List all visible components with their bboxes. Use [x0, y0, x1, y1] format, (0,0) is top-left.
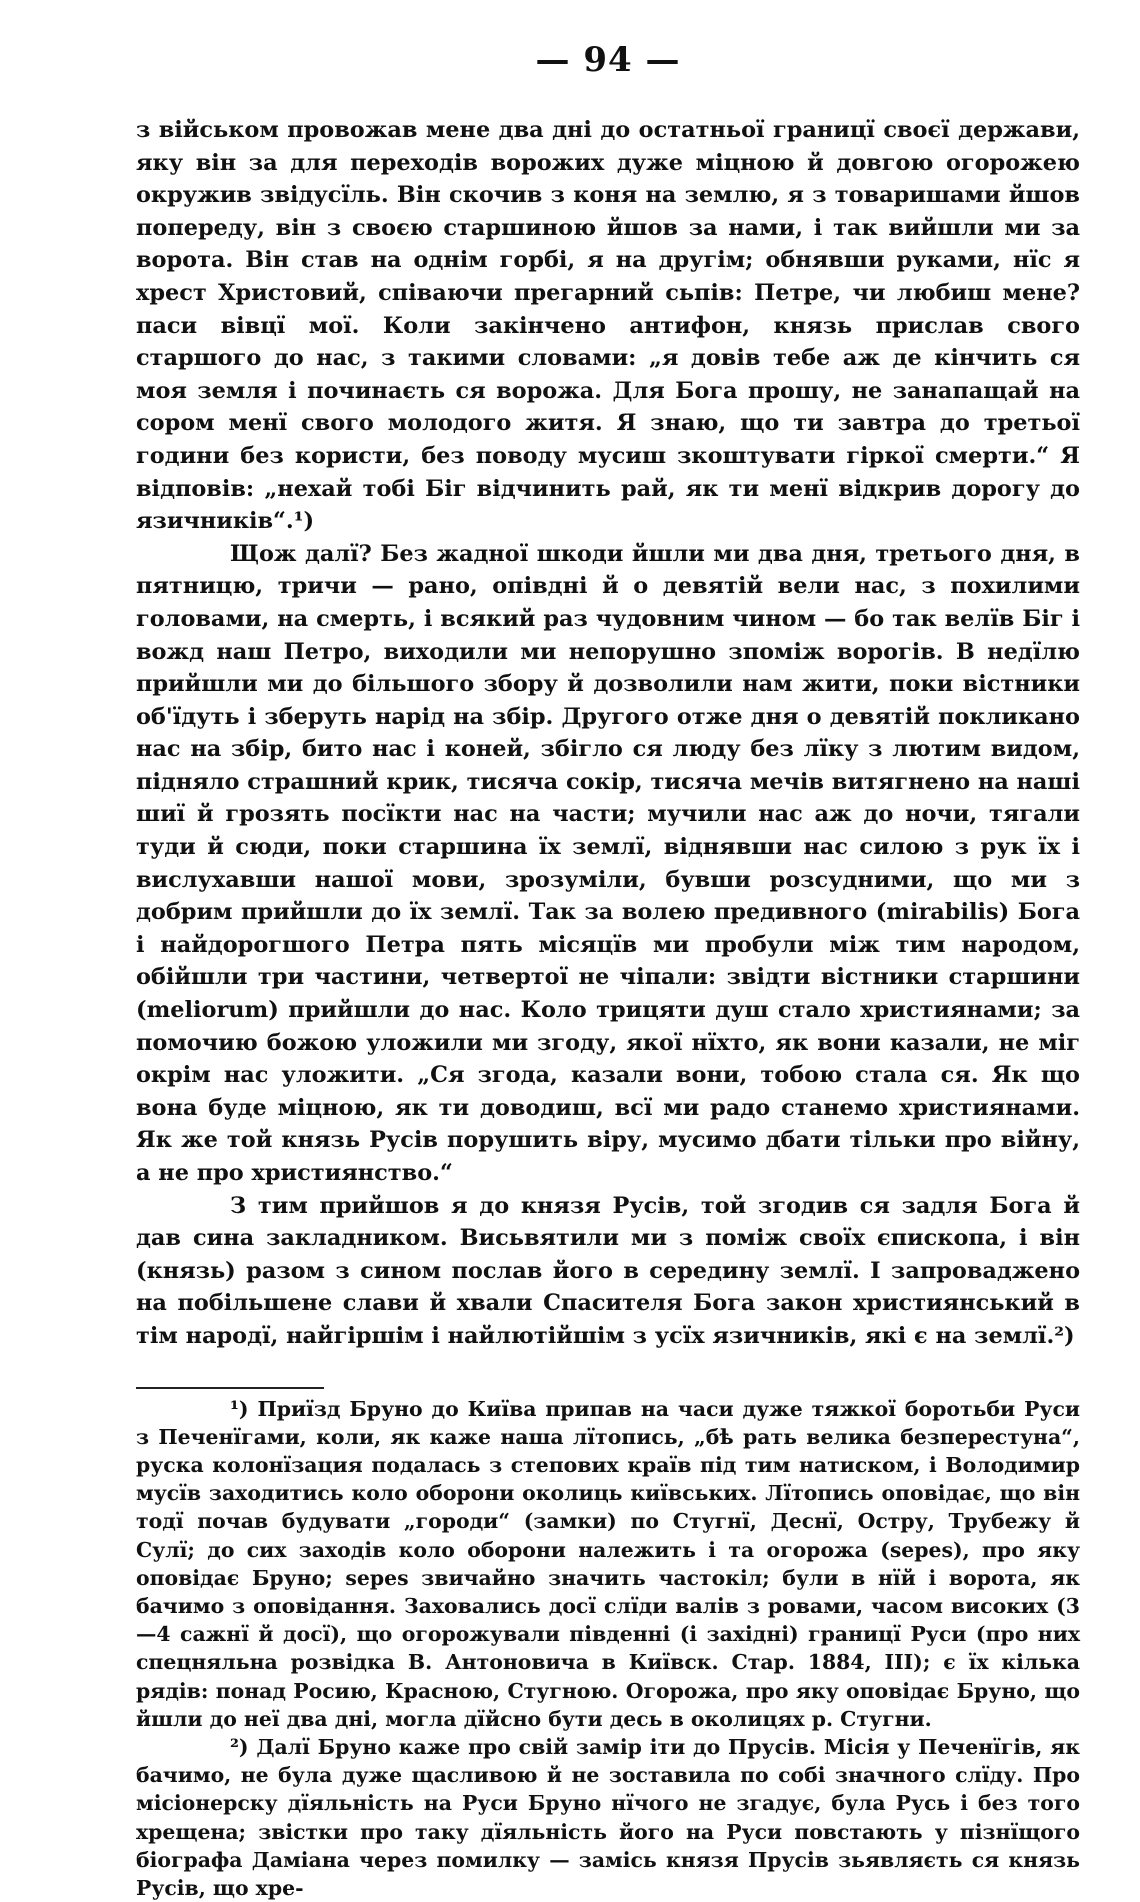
footnote-separator — [136, 1387, 324, 1389]
main-text — [136, 114, 1080, 1353]
paragraph: Щож далї? Без жадної шкоди йшли ми два дня, третього дня, в пятницю, тричи — рано, опівдні й о девятій вели нас, з похилими головами, на смерть, і всякий раз чудовним чином — бо так велїв Біг і вожд наш Петро, виходили ми непорушно зпоміж ворогів. В недїлю прийшли ми до більшого збору й дозволили нам жити, поки вістники об'їдуть і зберуть нарід на збір. Другого отже дня о девятій покликано нас на збір, бито нас і коней, збігло ся люду без лїку з лютим видом, підняло страшний крик, тисяча сокір, тисяча мечів витягнено на наші шиї й грозять посїкти нас на части; мучили нас аж до ночи, тягали туди й сюди, поки старшина їх землї, віднявши нас силою з рук їх і вислухавши нашої мови, зрозуміли, бувши розсудними, що ми з добрим прийшли до їх землї. Так за волею предивного (mirabilis) Бога і найдорогшого Петра пять місяцїв ми пробули між тим народом, обійшли три частини, четвертої не чіпали: звідти вістники старшини (meliorum) прийшли до нас. Коло трицяти душ стало християнами; за помочию божою уложили ми згоду, якої нїхто, як вони казали, не міг окрім нас уложити. „Ся згода, казали вони, тобою стала ся. Як що вона буде міцною, як ти доводиш, всї ми радо станемо християнами. Як же той князь Русів порушить віру, мусимо дбати тільки про війну, а не про християнство.“ — [136, 540, 1080, 1186]
paragraph: З тим прийшов я до князя Русів, той згодив ся задля Бога й дав сина закладником. Висьвятили ми з поміж своїх єпископа, і він (князь) разом з сином послав його в середину землї. І запроваджено на побільшене слави й хвали Спасителя Бога закон християнський в тім народї, найгіршім і найлютійшім з усїх язичників, які є на землї.²) — [136, 1192, 1080, 1349]
page-number: — 94 — — [535, 40, 681, 80]
document-page — [136, 40, 1080, 1902]
footnote: ²) Далї Бруно каже про свій замір іти до Прусів. Місія у Печенїгів, як бачимо, не була дуже щасливою й не зоставила по собі значного слїду. Про місіонерску дїяльність на Руси Бруно нїчого не згадує, була Русь і без того хрещена; звістки про таку дїяльність його на Руси повстають у пізнїщого біографа Даміана через помилку — замісь князя Прусів зьявляєть ся князь Русів, що хре- — [136, 1735, 1080, 1901]
footnotes — [136, 1395, 1080, 1902]
paragraph: з військом провожав мене два дні до остатньої границї своєї держави, яку він за для переходів ворожих дуже міцною й довгою огорожею окружив звідусїль. Він скочив з коня на землю, я з товаришами йшов попереду, він з своєю старшиною йшов за нами, і так вийшли ми за ворота. Він став на однім горбі, я на другім; обнявши руками, нїс я хрест Христовий, співаючи прегарний сьпів: Петре, чи любиш мене? паси вівцї мої. Коли закінчено антифон, князь прислав свого старшого до нас, з такими словами: „я довів тебе аж де кінчить ся моя земля і починаєть ся ворожа. Для Бога прошу, не занапащай на сором менї свого молодого житя. Я знаю, що ти завтра до третьої години без користи, без поводу мусиш зкоштувати гіркої смерти.“ Я відповів: „нехай тобі Біг відчинить рай, як ти менї відкрив дорогу до язичників“.¹) — [136, 117, 1080, 535]
footnote: ¹) Приїзд Бруно до Київа припав на часи дуже тяжкої боротьби Руси з Печенїгами, коли, як каже наша лїтопись, „бѣ рать велика безперестуна“, руска колонїзация подалась з степових країв під тим натиском, і Володимир мусїв заходитись коло оборони околиць київських. Лїтопись оповідає, що він тодї почав будувати „городи“ (замки) по Стугнї, Деснї, Остру, Трубежу й Сулї; до сих заходів коло оборони належить і та огорожа (sepes), про яку оповідає Бруно; sepes звичайно значить частокіл; були в нїй і ворота, як бачимо з оповідання. Заховались досї слїди валів з ровами, часом високих (3—4 сажнї й досї), що огорожували південні (і західні) границї Руси (про них спецняльна розвідка В. Антоновича в Київск. Стар. 1884, III); є їх кілька рядів: понад Росию, Красною, Стугною. Огорожа, про яку оповідає Бруно, що йшли до неї два дні, могла дїйсно бути десь в околицях р. Стугни. — [136, 1396, 1080, 1731]
